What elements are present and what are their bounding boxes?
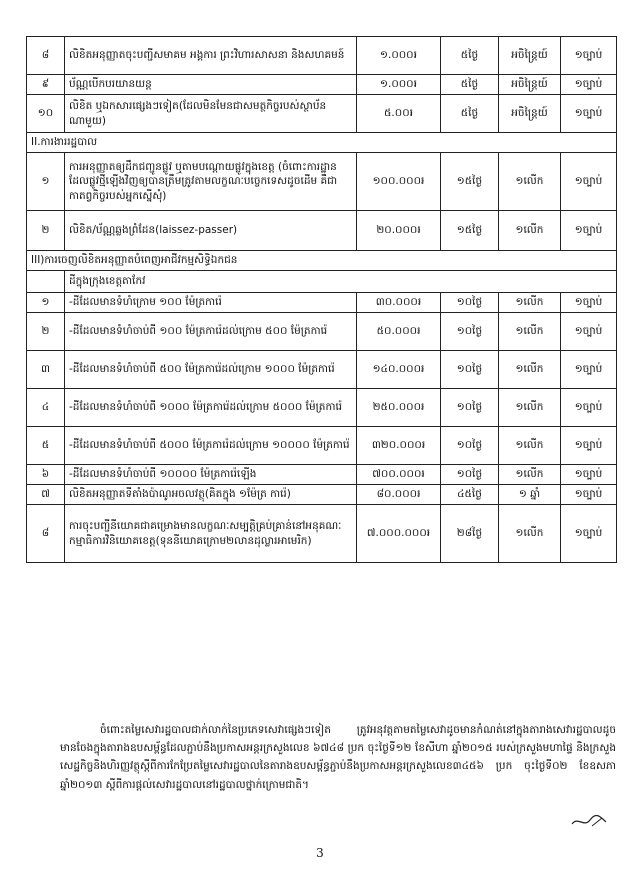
- row-copies: ១ច្បាប់: [561, 95, 617, 133]
- row-duration: ១៥ថ្ងៃ: [441, 211, 499, 251]
- row-duration: ២៨ថ្ងៃ: [441, 505, 499, 563]
- row-copies: ១ច្បាប់: [561, 505, 617, 563]
- row-fee: ៣២០.០០០៛: [357, 427, 441, 465]
- table-row: [27, 485, 617, 505]
- row-validity: ១លើក: [499, 153, 561, 211]
- fee-table-body: [27, 37, 617, 563]
- row-validity: ១លើក: [499, 465, 561, 485]
- row-description: ការអនុញ្ញាតឲ្យដឹកជញ្ជូនផ្លូវ ឬតាមបណ្តោយផ្លូវក្នុងខេត្ត (ចំពោះការដ្ឋានដែលផ្លូវថ្មីឡើងវិញឲ្យបានត្រឹមត្រូវតាមលក្ខណៈបច្ចេកទេសដូចដើម គឺជាកាតព្វកិច្ចរបស់អ្នកស្នើសុំ): [65, 153, 357, 211]
- table-row: [27, 95, 617, 133]
- row-number: ១០: [27, 95, 65, 133]
- row-validity: ១លើក: [499, 211, 561, 251]
- fee-table: [26, 36, 617, 563]
- table-row: [27, 389, 617, 427]
- row-validity: អចិន្ត្រៃយ៍: [499, 37, 561, 75]
- section-heading: III)ការចេញលិខិតអនុញ្ញាតបំពេញអាជីវកម្មសិទ្ធិឯកជន: [27, 251, 617, 271]
- row-number: ៧: [27, 485, 65, 505]
- row-duration: ១០ថ្ងៃ: [441, 427, 499, 465]
- row-duration: ៥ថ្ងៃ: [441, 95, 499, 133]
- subsection-row: [27, 271, 617, 293]
- table-row: [27, 75, 617, 95]
- row-duration: ១០ថ្ងៃ: [441, 465, 499, 485]
- row-fee: ១.០០០៛: [357, 37, 441, 75]
- row-description: -ដីដែលមានទំហំចាប់ពី ៥០០ ម៉ែត្រការ៉េដល់ក្រោម ១០០០ ម៉ែត្រការ៉េ: [65, 351, 357, 389]
- table-row: [27, 293, 617, 313]
- row-fee: ៧០០.០០០៛: [357, 465, 441, 485]
- row-number: ២: [27, 313, 65, 351]
- row-number: ៦: [27, 465, 65, 485]
- row-description: -ដីដែលមានទំហំចាប់ពី ៥០០០ ម៉ែត្រការ៉េដល់ក្រោម ១០០០០ ម៉ែត្រការ៉េ: [65, 427, 357, 465]
- row-duration: ១០ថ្ងៃ: [441, 389, 499, 427]
- row-validity: ១ ឆ្នាំ: [499, 485, 561, 505]
- table-row: [27, 211, 617, 251]
- row-validity: ១លើក: [499, 293, 561, 313]
- row-fee: ២៥០.០០០៛: [357, 389, 441, 427]
- row-copies: ១ច្បាប់: [561, 75, 617, 95]
- row-description: ការចុះបញ្ជីនីយោគជាគម្រោងមានលក្ខណៈសម្បត្តិគ្រប់គ្រាន់នៅអនុគណៈកម្មាធិការវិនិយោគខេត្ត(ទុននីយោគក្រោម២លានដុល្លារអាមេរិក): [65, 505, 357, 563]
- table-row: [27, 313, 617, 351]
- row-number: ៣: [27, 351, 65, 389]
- row-description: -ដីដែលមានទំហំក្រោម ១០០ ម៉ែត្រការ៉េ: [65, 293, 357, 313]
- row-number: ៩: [27, 75, 65, 95]
- section-row: [27, 133, 617, 153]
- row-fee: ២០.០០០៛: [357, 211, 441, 251]
- row-copies: ១ច្បាប់: [561, 389, 617, 427]
- row-validity: ១លើក: [499, 427, 561, 465]
- row-number: ១: [27, 153, 65, 211]
- row-fee: ១.០០០៛: [357, 75, 441, 95]
- row-copies: ១ច្បាប់: [561, 293, 617, 313]
- row-number: ៤: [27, 389, 65, 427]
- row-number: ៨: [27, 37, 65, 75]
- row-description: ប័ណ្ណបើកបរយានយន្ត: [65, 75, 357, 95]
- row-copies: ១ច្បាប់: [561, 37, 617, 75]
- row-fee: ៥.០០៛: [357, 95, 441, 133]
- row-number: ៥: [27, 427, 65, 465]
- row-validity: អចិន្ត្រៃយ៍: [499, 95, 561, 133]
- row-duration: ៤៥ថ្ងៃ: [441, 485, 499, 505]
- row-duration: ៥ថ្ងៃ: [441, 37, 499, 75]
- row-duration: ១៥ថ្ងៃ: [441, 153, 499, 211]
- row-fee: ៧.០០០.០០០៛: [357, 505, 441, 563]
- row-duration: ១០ថ្ងៃ: [441, 313, 499, 351]
- row-copies: ១ច្បាប់: [561, 465, 617, 485]
- row-duration: ១០ថ្ងៃ: [441, 351, 499, 389]
- row-validity: អចិន្ត្រៃយ៍: [499, 75, 561, 95]
- table-row: [27, 465, 617, 485]
- empty-cell: [27, 271, 65, 293]
- row-description: លិខិតអនុញ្ញាតចុះបញ្ជីសមាគម អង្គការ ព្រះវិហារសាសនា និងសហគមន៍: [65, 37, 357, 75]
- table-row: [27, 427, 617, 465]
- row-description: -ដីដែលមានទំហំចាប់ពី ១០០០ ម៉ែត្រការ៉េដល់ក្រោម ៥០០០ ម៉ែត្រការ៉េ: [65, 389, 357, 427]
- body-paragraph: ចំពោះតម្លៃសេវារដ្ឋបាលជាក់លាក់នៃប្រភេទសេវាផ្សេងៗទៀត ត្រូវអនុវត្តតាមតម្លៃសេវាដូចមានកំណត់នៅក្នុងតារាងសេវារដ្ឋបាលដូចមានចែងក្នុងតារាងឧបសម្ព័ន្ធដែលភ្ជាប់នឹងប្រកាសអន្តរក្រសួងលេខ ៦៧៤៨ ប្រក ចុះថ្ងៃទី១២ ខែសីហា ឆ្នាំ២០១៥ របស់ក្រសួងមហាផ្ទៃ និងក្រសួងសេដ្ឋកិច្ចនិងហិរញ្ញវត្ថុស្តីពីការកែប្រែតម្លៃសេវារដ្ឋបាលនៃតារាងឧបសម្ព័ន្ធភ្ជាប់នឹងប្រកាសអន្តរក្រសួងលេខ៣៤៥៦ ប្រក ចុះថ្ងៃទី០២ ខែឧសភា ឆ្នាំ២០១៣ ស្តីពីការផ្តល់សេវារដ្ឋបាលនៅរដ្ឋបាលថ្នាក់ក្រោមជាតិ។: [60, 723, 616, 791]
- section-row: [27, 251, 617, 271]
- row-copies: ១ច្បាប់: [561, 427, 617, 465]
- row-fee: ៨០.០០០៛: [357, 485, 441, 505]
- row-fee: ១៤០.០០០៛: [357, 351, 441, 389]
- row-validity: ១លើក: [499, 351, 561, 389]
- row-validity: ១លើក: [499, 389, 561, 427]
- row-fee: ១០០.០០០៛: [357, 153, 441, 211]
- row-description: លិខិត/ប័ណ្ណឆ្លងព្រំដែន(laissez-passer): [65, 211, 357, 251]
- row-duration: ៥ថ្ងៃ: [441, 75, 499, 95]
- table-row: [27, 351, 617, 389]
- row-copies: ១ច្បាប់: [561, 313, 617, 351]
- row-description: -ដីដែលមានទំហំចាប់ពី ១០០ ម៉ែត្រការ៉េដល់ក្រោម ៥០០ ម៉ែត្រការ៉េ: [65, 313, 357, 351]
- row-copies: ១ច្បាប់: [561, 351, 617, 389]
- row-copies: ១ច្បាប់: [561, 211, 617, 251]
- row-duration: ១០ថ្ងៃ: [441, 293, 499, 313]
- row-description: លិខិតអនុញ្ញាតទីតាំងប៉ាណូអចលវត្ថុ(គិតក្នុង ១ម៉ែត្រ ការ៉េ): [65, 485, 357, 505]
- row-number: ១: [27, 293, 65, 313]
- row-copies: ១ច្បាប់: [561, 153, 617, 211]
- row-validity: ១លើក: [499, 313, 561, 351]
- row-fee: ៣០.០០០៛: [357, 293, 441, 313]
- page-number: 3: [316, 846, 324, 860]
- section-heading: II.ការងាររដ្ឋបាល: [27, 133, 617, 153]
- row-number: ២: [27, 211, 65, 251]
- row-description: -ដីដែលមានទំហំចាប់ពី ១០០០០ ម៉ែត្រការ៉េឡើង: [65, 465, 357, 485]
- row-fee: ៥០.០០០៛: [357, 313, 441, 351]
- row-description: លិខិត ឬឯកសារផ្សេងៗទៀត(ដែលមិនមែនជាសមត្ថកិច្ចរបស់ស្ថាប័នណាមួយ): [65, 95, 357, 133]
- row-validity: ១លើក: [499, 505, 561, 563]
- subsection-heading: ដីក្នុងក្រុងខេត្តតាកែវ: [65, 271, 617, 293]
- row-number: ៨: [27, 505, 65, 563]
- signature-mark: [570, 812, 610, 830]
- table-row: [27, 153, 617, 211]
- table-row: [27, 37, 617, 75]
- table-row: [27, 505, 617, 563]
- row-copies: ១ច្បាប់: [561, 485, 617, 505]
